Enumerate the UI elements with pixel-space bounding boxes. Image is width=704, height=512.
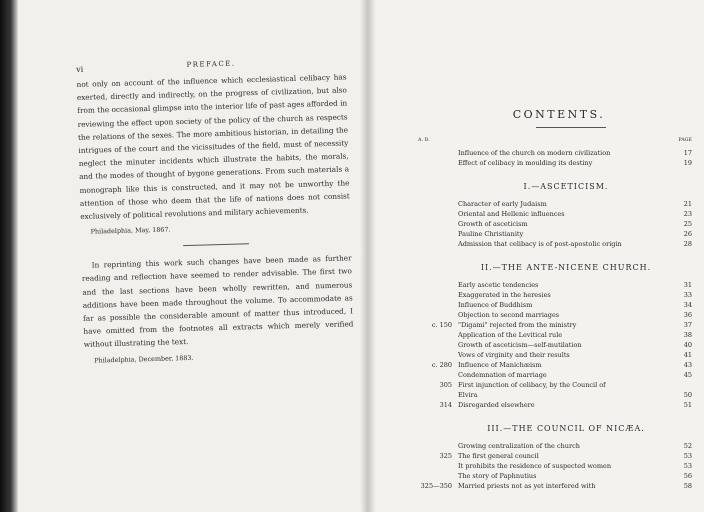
contents-row <box>396 481 696 491</box>
entry-page: 28 <box>683 240 692 248</box>
entry-date: 325 <box>439 452 452 460</box>
entry-page: 38 <box>683 331 692 339</box>
entry-page: 53 <box>683 462 692 470</box>
entry-page: 43 <box>683 361 692 369</box>
entry-title: The first general council <box>458 452 539 460</box>
section-divider <box>183 243 249 246</box>
contents-row <box>396 360 696 370</box>
contents-row <box>396 300 696 310</box>
entry-page: 26 <box>683 230 692 238</box>
title-rule <box>536 127 606 128</box>
entry-title: Growing centralization of the church <box>458 442 580 450</box>
entry-page: 58 <box>683 482 692 490</box>
entry-title: Pauline Christianity <box>458 230 524 238</box>
contents-row <box>396 441 696 451</box>
entry-date: c. 280 <box>431 361 452 369</box>
entry-title: Influence of the church on modern civilization <box>458 149 611 157</box>
entry-page: 34 <box>683 301 692 309</box>
entry-title: First injunction of celibacy, by the Council of <box>458 381 606 389</box>
entry-title: Influence of Buddhism <box>458 301 533 309</box>
entry-title: Elvira <box>458 391 478 399</box>
column-ad: A. D. <box>418 138 430 143</box>
section-heading: I.—ASCETICISM. <box>523 182 609 191</box>
entry-title: Objection to second marriages <box>458 311 560 319</box>
entry-page: 56 <box>683 472 692 480</box>
running-head: PREFACE. <box>186 59 236 69</box>
section-heading: III.—THE COUNCIL OF NICÆA. <box>487 424 645 433</box>
contents-block <box>396 108 696 491</box>
entry-title: Influence of Manichæism <box>458 361 542 369</box>
entry-page: 33 <box>683 291 692 299</box>
contents-row <box>396 158 696 168</box>
entry-title: Early ascetic tendencies <box>458 281 539 289</box>
page-number: vi <box>76 64 84 74</box>
section-heading: II.—THE ANTE-NICENE CHURCH. <box>480 263 652 272</box>
entry-title: Effect of celibacy in moulding its destiny <box>458 159 593 167</box>
contents-row <box>396 219 696 229</box>
entry-page: 17 <box>683 149 692 157</box>
entry-title: The story of Paphnutius <box>458 472 537 480</box>
entry-title: Admission that celibacy is of post-apostolic origin <box>458 240 622 248</box>
preface-signature-1: Philadelphia, May, 1867. <box>90 225 171 236</box>
contents-row <box>396 400 696 410</box>
entry-date: 314 <box>439 401 452 409</box>
book-edge <box>0 0 18 512</box>
entry-page: 51 <box>683 401 692 409</box>
entry-title: It prohibits the residence of suspected women <box>458 462 612 470</box>
entry-page: 41 <box>683 351 692 359</box>
preface-text-block <box>76 56 354 364</box>
entry-title: Oriental and Hellenic influences <box>458 210 565 218</box>
entry-title: Growth of asceticism <box>458 220 528 228</box>
contents-row <box>396 451 696 461</box>
entry-page: 52 <box>683 442 692 450</box>
contents-row <box>396 471 696 481</box>
preface-paragraph-2: In reprinting this work such changes have been made as further reading and reflection have seemed to render advisable. The first two and the last sections have been wholly rewritten, and numerous additions have been made throughout the volume. To accommodate as far as possible the considerable amount of matter thus introduced, I have omitted from the footnotes all extracts which merely verified without illustrating the text. <box>81 253 354 350</box>
contents-row <box>396 239 696 249</box>
entry-title: Disregarded elsewhere <box>458 401 535 409</box>
contents-row <box>396 390 696 400</box>
entry-page: 31 <box>683 281 692 289</box>
entry-date: 305 <box>439 381 452 389</box>
contents-row <box>396 199 696 209</box>
entry-title: Exaggerated in the heresies <box>458 291 551 299</box>
entry-title: Character of early Judaism <box>458 200 547 208</box>
entry-date: c. 150 <box>431 321 452 329</box>
entry-date: 325—350 <box>420 482 452 490</box>
entry-page: 50 <box>683 391 692 399</box>
column-page: PAGE <box>678 138 692 143</box>
entry-page: 21 <box>683 200 692 208</box>
entry-page: 40 <box>683 341 692 349</box>
entry-title: Application of the Levitical rule <box>458 331 563 339</box>
entry-title: "Digami" rejected from the ministry <box>458 321 577 329</box>
entry-page: 53 <box>683 452 692 460</box>
entry-page: 25 <box>683 220 692 228</box>
entry-title: Vows of virginity and their results <box>458 351 570 359</box>
entry-title: Condemnation of marriage <box>458 371 547 379</box>
contents-row <box>396 310 696 320</box>
entry-page: 37 <box>683 321 692 329</box>
contents-row <box>396 280 696 290</box>
book-gutter <box>360 0 376 512</box>
entry-page: 36 <box>683 311 692 319</box>
right-page <box>368 0 704 512</box>
contents-row <box>396 320 696 330</box>
entry-title: Growth of asceticism—self-mutilation <box>458 341 582 349</box>
entry-title: Married priests not as yet interfered with <box>458 482 596 490</box>
contents-row <box>396 340 696 350</box>
entry-page: 23 <box>683 210 692 218</box>
column-headers <box>396 138 696 148</box>
entry-page: 19 <box>683 159 692 167</box>
contents-row <box>396 370 696 380</box>
preface-paragraph-1: not only on account of the influence which ecclesiastical celibacy has exerted, directly and indirectly, on the progress of civilization, but also from the occasional glimpse into the interior life of past ages afforded in reviewing the effect upon society of the policy of the church as respects the relations of the sexes. The more ambitious historian, in detailing the intrigues of the court and the vicissitudes of the field, must of necessity neglect the minuter incidents which illustrate the habits, the morals, and the modes of thought of bygone generations. From such materials a monograph like this is constructed, and it may not be unworthy the attention of those who deem that the life of nations does not consist exclusively of political revolutions and military achievements. <box>76 72 350 221</box>
preface-signature-2: Philadelphia, December, 1883. <box>94 353 194 365</box>
contents-row <box>396 350 696 360</box>
contents-row <box>396 229 696 239</box>
contents-row <box>396 209 696 219</box>
contents-row <box>396 330 696 340</box>
entry-page: 45 <box>683 371 692 379</box>
contents-row <box>396 461 696 471</box>
left-page <box>18 0 368 512</box>
contents-row <box>396 380 696 390</box>
contents-row <box>396 148 696 158</box>
contents-row <box>396 290 696 300</box>
contents-body <box>396 148 696 491</box>
contents-title: CONTENTS. <box>512 108 606 121</box>
